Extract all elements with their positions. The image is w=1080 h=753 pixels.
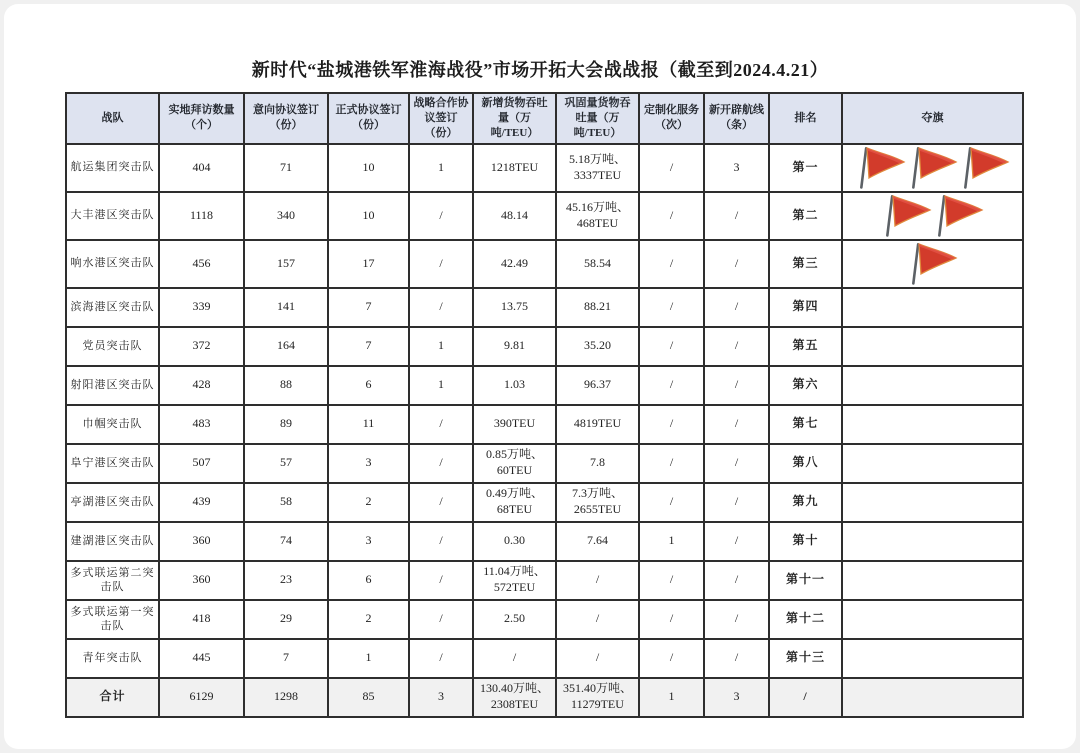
value-cell: 439 (159, 483, 244, 522)
value-cell: 10 (328, 192, 409, 240)
table-header-row (66, 93, 1023, 144)
column-header-9: 排名 (769, 93, 842, 144)
value-cell: / (639, 600, 704, 639)
red-flag-icon (908, 145, 958, 191)
flag-cell (842, 561, 1023, 600)
value-cell: / (639, 366, 704, 405)
value-cell: 11 (328, 405, 409, 444)
value-cell: 428 (159, 366, 244, 405)
value-cell: / (639, 405, 704, 444)
value-cell: 7.64 (556, 522, 639, 561)
column-header-2: 意向协议签订（份） (244, 93, 328, 144)
team-cell: 阜宁港区突击队 (66, 444, 159, 483)
value-cell: 7.8 (556, 444, 639, 483)
red-flag-icon (934, 193, 984, 239)
red-flag-icon (856, 145, 906, 191)
table-row (66, 192, 1023, 240)
table-row (66, 405, 1023, 444)
table-row (66, 444, 1023, 483)
value-cell: 89 (244, 405, 328, 444)
value-cell: / (639, 240, 704, 288)
value-cell: 42.49 (473, 240, 556, 288)
value-cell: 456 (159, 240, 244, 288)
value-cell: / (409, 483, 473, 522)
value-cell: 3 (328, 522, 409, 561)
value-cell: 351.40万吨、11279TEU (556, 678, 639, 717)
table-row (66, 288, 1023, 327)
value-cell: / (704, 240, 769, 288)
value-cell: 1.03 (473, 366, 556, 405)
rank-cell: 第六 (769, 366, 842, 405)
rank-cell: 第三 (769, 240, 842, 288)
value-cell: 2.50 (473, 600, 556, 639)
value-cell: 57 (244, 444, 328, 483)
value-cell: / (639, 444, 704, 483)
value-cell: / (639, 144, 704, 192)
flag-cell (842, 639, 1023, 678)
value-cell: / (704, 522, 769, 561)
value-cell: 360 (159, 522, 244, 561)
table-row (66, 600, 1023, 639)
report-table (65, 92, 1024, 718)
column-header-3: 正式协议签订（份） (328, 93, 409, 144)
table-row (66, 327, 1023, 366)
flag-cell (842, 240, 1023, 288)
value-cell: 130.40万吨、2308TEU (473, 678, 556, 717)
column-header-0: 战队 (66, 93, 159, 144)
value-cell: 88 (244, 366, 328, 405)
value-cell: 29 (244, 600, 328, 639)
team-cell: 滨海港区突击队 (66, 288, 159, 327)
value-cell: 1 (639, 522, 704, 561)
team-cell: 亭湖港区突击队 (66, 483, 159, 522)
value-cell: 1298 (244, 678, 328, 717)
rank-cell: 第十三 (769, 639, 842, 678)
value-cell: / (409, 522, 473, 561)
flag-cell (842, 192, 1023, 240)
value-cell: 7 (328, 327, 409, 366)
team-cell: 航运集团突击队 (66, 144, 159, 192)
flag-cell (842, 327, 1023, 366)
red-flag-icon (882, 193, 932, 239)
value-cell: 390TEU (473, 405, 556, 444)
value-cell: 418 (159, 600, 244, 639)
table-row (66, 366, 1023, 405)
value-cell: / (704, 561, 769, 600)
value-cell: 339 (159, 288, 244, 327)
value-cell: 23 (244, 561, 328, 600)
rank-cell: / (769, 678, 842, 717)
value-cell: / (639, 639, 704, 678)
table-row (66, 522, 1023, 561)
red-flag-icon (960, 145, 1010, 191)
team-cell: 多式联运第一突击队 (66, 600, 159, 639)
value-cell: 10 (328, 144, 409, 192)
table-row (66, 144, 1023, 192)
value-cell: 483 (159, 405, 244, 444)
report-title: 新时代“盐城港铁军淮海战役”市场开拓大会战战报（截至到2024.4.21） (251, 60, 829, 80)
flag-cell (842, 678, 1023, 717)
flag-cell (842, 444, 1023, 483)
value-cell: 164 (244, 327, 328, 366)
value-cell: 157 (244, 240, 328, 288)
value-cell: 9.81 (473, 327, 556, 366)
column-header-6: 巩固量货物吞吐量（万吨/TEU） (556, 93, 639, 144)
value-cell: 141 (244, 288, 328, 327)
value-cell: / (409, 561, 473, 600)
team-cell: 多式联运第二突击队 (66, 561, 159, 600)
value-cell: 96.37 (556, 366, 639, 405)
value-cell: / (704, 288, 769, 327)
value-cell: 1 (409, 327, 473, 366)
table-row (66, 240, 1023, 288)
rank-cell: 第二 (769, 192, 842, 240)
team-cell: 建湖港区突击队 (66, 522, 159, 561)
value-cell: / (639, 561, 704, 600)
value-cell: 6129 (159, 678, 244, 717)
value-cell: 0.30 (473, 522, 556, 561)
value-cell: 1118 (159, 192, 244, 240)
value-cell: / (409, 639, 473, 678)
value-cell: / (704, 405, 769, 444)
table-row (66, 561, 1023, 600)
report-page (4, 4, 1076, 749)
value-cell: 7 (328, 288, 409, 327)
team-cell: 巾帼突击队 (66, 405, 159, 444)
value-cell: 0.85万吨、60TEU (473, 444, 556, 483)
total-row (66, 678, 1023, 717)
flag-cell (842, 405, 1023, 444)
value-cell: 48.14 (473, 192, 556, 240)
value-cell: 1218TEU (473, 144, 556, 192)
value-cell: 2 (328, 483, 409, 522)
value-cell: 13.75 (473, 288, 556, 327)
value-cell: 1 (409, 144, 473, 192)
column-header-5: 新增货物吞吐量（万吨/TEU） (473, 93, 556, 144)
value-cell: 0.49万吨、68TEU (473, 483, 556, 522)
rank-cell: 第五 (769, 327, 842, 366)
value-cell: 45.16万吨、468TEU (556, 192, 639, 240)
flag-cell (842, 366, 1023, 405)
rank-cell: 第八 (769, 444, 842, 483)
value-cell: 445 (159, 639, 244, 678)
value-cell: / (704, 483, 769, 522)
team-cell: 党员突击队 (66, 327, 159, 366)
value-cell: / (704, 366, 769, 405)
value-cell: / (639, 483, 704, 522)
team-cell: 大丰港区突击队 (66, 192, 159, 240)
rank-cell: 第九 (769, 483, 842, 522)
value-cell: / (704, 600, 769, 639)
value-cell: 88.21 (556, 288, 639, 327)
value-cell: 58.54 (556, 240, 639, 288)
team-cell: 射阳港区突击队 (66, 366, 159, 405)
value-cell: 71 (244, 144, 328, 192)
value-cell: / (639, 288, 704, 327)
value-cell: 7 (244, 639, 328, 678)
flag-cell (842, 522, 1023, 561)
value-cell: 372 (159, 327, 244, 366)
column-header-8: 新开辟航线（条） (704, 93, 769, 144)
value-cell: 5.18万吨、3337TEU (556, 144, 639, 192)
value-cell: 3 (704, 144, 769, 192)
table-header (66, 93, 1023, 144)
value-cell: 507 (159, 444, 244, 483)
value-cell: 3 (704, 678, 769, 717)
value-cell: / (639, 192, 704, 240)
value-cell: 85 (328, 678, 409, 717)
value-cell: / (704, 327, 769, 366)
value-cell: 1 (409, 366, 473, 405)
value-cell: / (409, 192, 473, 240)
team-cell: 响水港区突击队 (66, 240, 159, 288)
rank-cell: 第十一 (769, 561, 842, 600)
value-cell: 3 (328, 444, 409, 483)
value-cell: 11.04万吨、572TEU (473, 561, 556, 600)
value-cell: 6 (328, 561, 409, 600)
value-cell: / (409, 444, 473, 483)
rank-cell: 第十 (769, 522, 842, 561)
table-row (66, 483, 1023, 522)
value-cell: / (704, 192, 769, 240)
value-cell: 2 (328, 600, 409, 639)
value-cell: / (704, 639, 769, 678)
value-cell: 17 (328, 240, 409, 288)
table-body (66, 144, 1023, 717)
value-cell: / (409, 600, 473, 639)
value-cell: 340 (244, 192, 328, 240)
team-cell: 青年突击队 (66, 639, 159, 678)
value-cell: 74 (244, 522, 328, 561)
value-cell: / (556, 600, 639, 639)
value-cell: 4819TEU (556, 405, 639, 444)
value-cell: 35.20 (556, 327, 639, 366)
value-cell: / (409, 240, 473, 288)
flag-cell (842, 144, 1023, 192)
value-cell: 6 (328, 366, 409, 405)
value-cell: / (556, 639, 639, 678)
value-cell: 7.3万吨、2655TEU (556, 483, 639, 522)
value-cell: 360 (159, 561, 244, 600)
column-header-10: 夺旗 (842, 93, 1023, 144)
column-header-7: 定制化服务（次） (639, 93, 704, 144)
value-cell: / (409, 288, 473, 327)
rank-cell: 第四 (769, 288, 842, 327)
rank-cell: 第七 (769, 405, 842, 444)
value-cell: / (704, 444, 769, 483)
table-row (66, 639, 1023, 678)
flag-cell (842, 288, 1023, 327)
flag-cell (842, 483, 1023, 522)
column-header-4: 战略合作协议签订（份） (409, 93, 473, 144)
value-cell: / (556, 561, 639, 600)
value-cell: 3 (409, 678, 473, 717)
flag-cell (842, 600, 1023, 639)
value-cell: / (473, 639, 556, 678)
value-cell: 404 (159, 144, 244, 192)
value-cell: 58 (244, 483, 328, 522)
red-flag-icon (908, 241, 958, 287)
team-cell: 合计 (66, 678, 159, 717)
value-cell: 1 (639, 678, 704, 717)
value-cell: 1 (328, 639, 409, 678)
value-cell: / (639, 327, 704, 366)
value-cell: / (409, 405, 473, 444)
column-header-1: 实地拜访数量（个） (159, 93, 244, 144)
rank-cell: 第十二 (769, 600, 842, 639)
rank-cell: 第一 (769, 144, 842, 192)
